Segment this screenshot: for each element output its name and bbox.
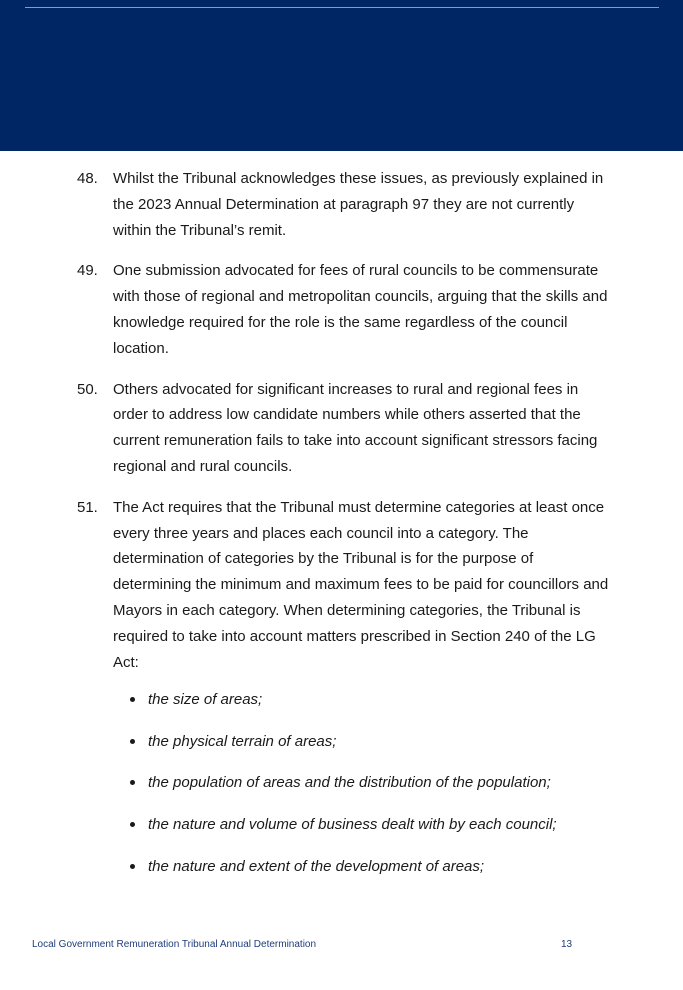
paragraph-number: 50. <box>77 380 98 398</box>
list-item-text: the size of areas; <box>148 691 263 708</box>
paragraph-49 <box>0 258 683 361</box>
paragraph-text: Whilst the Tribunal acknowledges these issues, as previously explained in the 2023 Annual Determination at paragraph 97 they are not currently within the Tribunal’s remit. <box>113 170 604 239</box>
paragraph-48 <box>0 166 683 243</box>
page-number: 13 <box>561 939 573 950</box>
section-240-list <box>0 687 683 895</box>
bullet-icon <box>130 864 135 869</box>
bullet-icon <box>130 780 135 785</box>
paragraph-51 <box>0 495 683 676</box>
list-item-text: the nature and extent of the development of areas; <box>148 857 485 875</box>
bullet-icon <box>130 822 135 827</box>
footer-title: Local Government Remuneration Tribunal Annual Determination <box>32 939 317 950</box>
list-item <box>0 854 683 896</box>
list-item <box>0 729 683 771</box>
paragraph-50 <box>0 377 683 480</box>
header-rule <box>25 7 659 8</box>
bullet-icon <box>130 739 135 744</box>
paragraph-text: The Act requires that the Tribunal must determine categories at least once every three years and places each council into a category. The determination of categories by the Tribunal is for the purpose of determining the minimum and maximum fees to be paid for councillors and Mayors in each category. When determining categories, the Tribunal is required to take into account matters prescribed in Section 240 of the LG Act: <box>113 498 609 671</box>
list-item <box>0 687 683 729</box>
list-item-text: the nature and volume of business dealt with by each council; <box>148 816 557 834</box>
list-item <box>0 812 683 854</box>
paragraph-number: 48. <box>77 170 98 187</box>
paragraph-text: One submission advocated for fees of rural councils to be commensurate with those of regional and metropolitan councils, arguing that the skills and knowledge required for the role is the same regardless of the council location. <box>113 262 608 357</box>
list-item <box>0 770 683 812</box>
header-band <box>0 0 683 151</box>
paragraph-number: 51. <box>77 498 98 516</box>
document-body <box>0 166 683 690</box>
list-item-text: the physical terrain of areas; <box>148 732 337 750</box>
paragraph-text: Others advocated for significant increases to rural and regional fees in order to address low candidate numbers while others asserted that the current remuneration fails to take into account significant stressors facing regional and rural councils. <box>113 380 598 475</box>
bullet-icon <box>130 697 135 702</box>
list-item-text: the population of areas and the distribution of the population; <box>148 774 551 792</box>
paragraph-number: 49. <box>77 262 98 280</box>
